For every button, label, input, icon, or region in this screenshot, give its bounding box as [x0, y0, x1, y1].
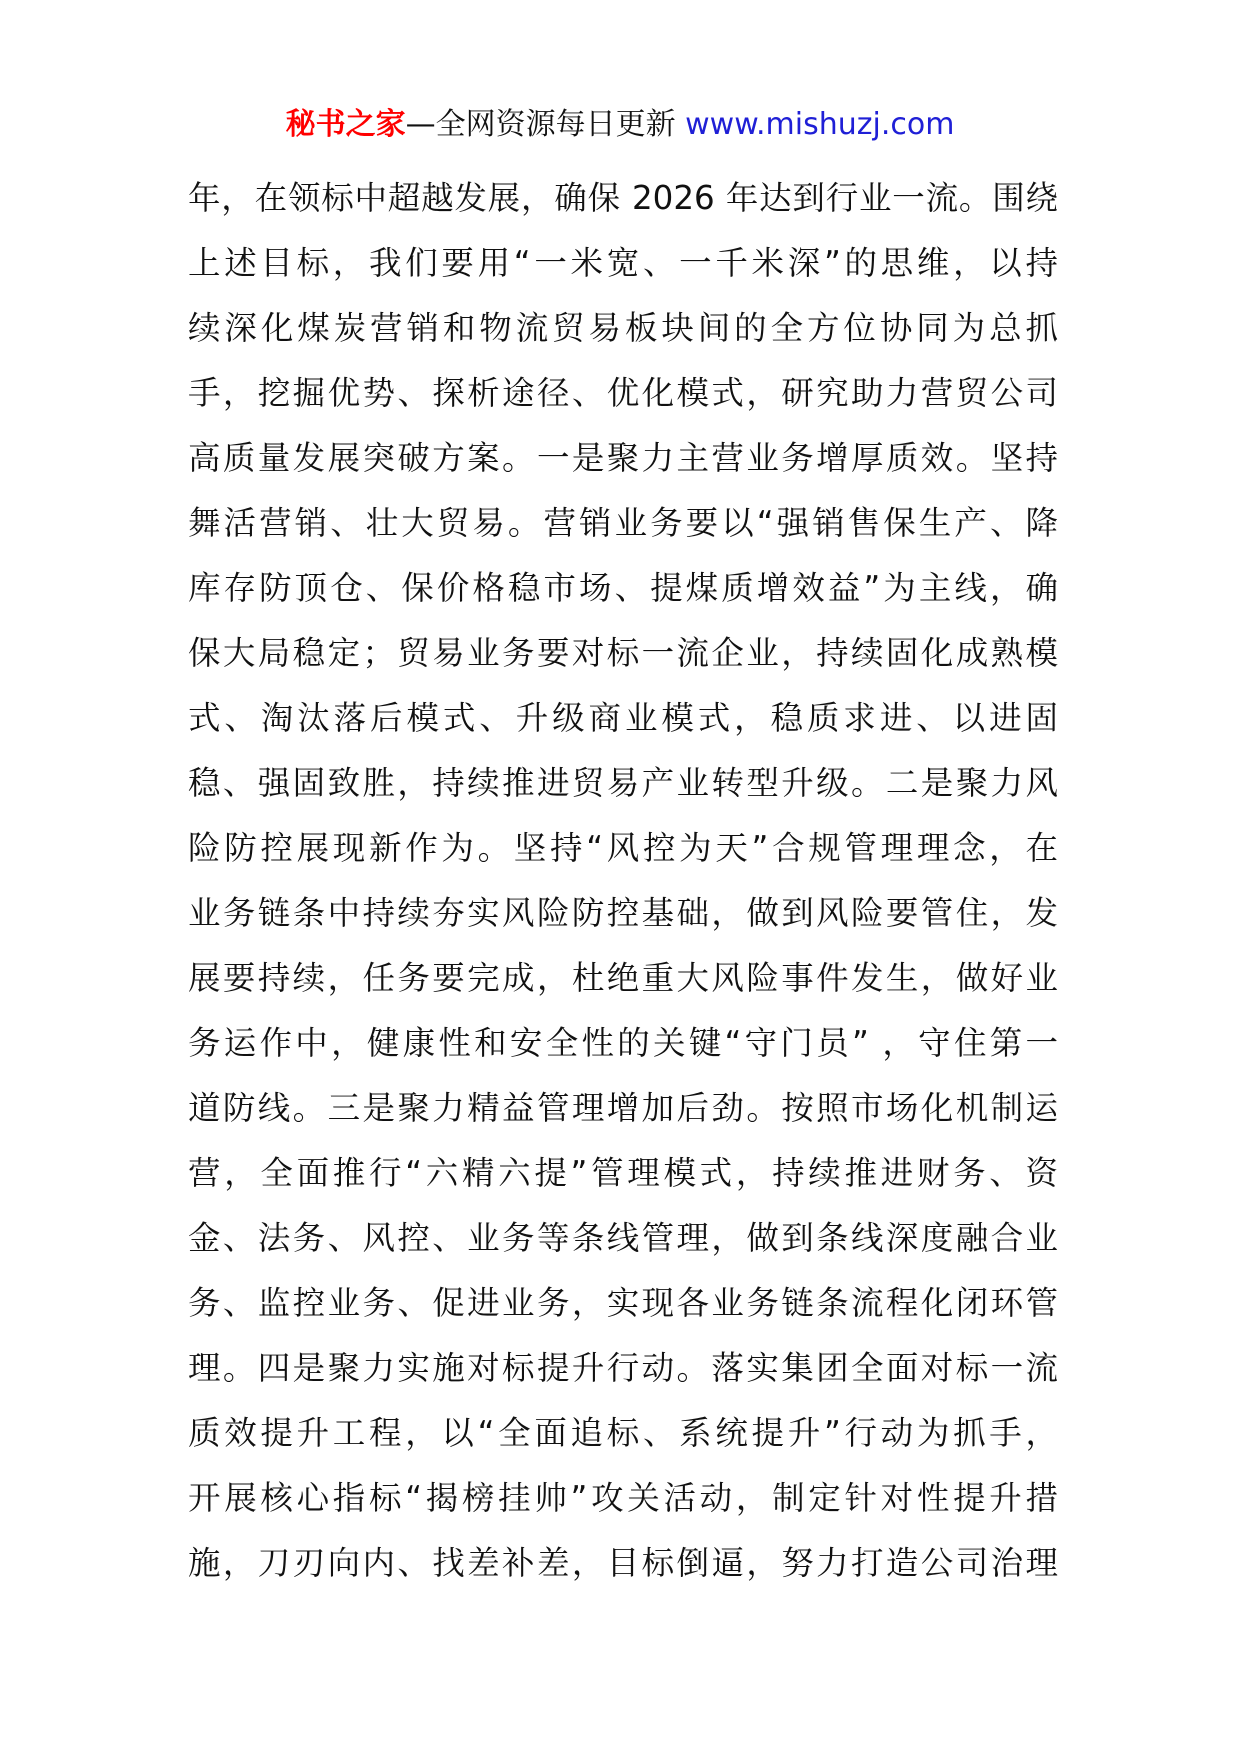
- text-line: 务运作中，健康性和安全性的关键“守门员” ，守住第一: [188, 1024, 1058, 1062]
- site-url-link[interactable]: www.mishuzj.com: [685, 107, 955, 142]
- brand-name: 秘书之家: [285, 107, 406, 142]
- text-line: 手，挖掘优势、探析途径、优化模式，研究助力营贸公司: [188, 374, 1058, 412]
- text-line: 续深化煤炭营销和物流贸易板块间的全方位协同为总抓: [188, 309, 1058, 347]
- text-line: 展要持续，任务要完成，杜绝重大风险事件发生，做好业: [188, 959, 1058, 997]
- text-line: 年，在领标中超越发展，确保 2026 年达到行业一流。围绕: [188, 179, 1058, 217]
- text-line: 险防控展现新作为。坚持“风控为天”合规管理理念，在: [188, 829, 1058, 867]
- text-line: 质效提升工程，以“全面追标、系统提升”行动为抓手，: [188, 1414, 1058, 1452]
- text-line: 营，全面推行“六精六提”管理模式，持续推进财务、资: [188, 1154, 1058, 1192]
- text-line: 施，刀刃向内、找差补差，目标倒逼，努力打造公司治理: [188, 1544, 1058, 1582]
- text-line: 式、淘汰落后模式、升级商业模式，稳质求进、以进固: [188, 699, 1058, 737]
- text-line: 上述目标，我们要用“一米宽、一千米深”的思维，以持: [188, 244, 1058, 282]
- text-line: 金、法务、风控、业务等条线管理，做到条线深度融合业: [188, 1219, 1058, 1257]
- text-line: 库存防顶仓、保价格稳市场、提煤质增效益”为主线，确: [188, 569, 1058, 607]
- text-line: 务、监控业务、促进业务，实现各业务链条流程化闭环管: [188, 1284, 1058, 1322]
- text-line: 保大局稳定；贸易业务要对标一流企业，持续固化成熟模: [188, 634, 1058, 672]
- text-line: 稳、强固致胜，持续推进贸易产业转型升级。二是聚力风: [188, 764, 1058, 802]
- text-line: 业务链条中持续夯实风险防控基础，做到风险要管住，发: [188, 894, 1058, 932]
- text-line: 道防线。三是聚力精益管理增加后劲。按照市场化机制运: [188, 1089, 1058, 1127]
- text-line: 舞活营销、壮大贸易。营销业务要以“强销售保生产、降: [188, 504, 1058, 542]
- text-line: 高质量发展突破方案。一是聚力主营业务增厚质效。坚持: [188, 439, 1058, 477]
- text-line: 理。四是聚力实施对标提升行动。落实集团全面对标一流: [188, 1349, 1058, 1387]
- text-line: 开展核心指标“揭榜挂帅”攻关活动，制定针对性提升措: [188, 1479, 1058, 1517]
- page-header: [0, 103, 1240, 147]
- header-tagline: —全网资源每日更新: [405, 107, 676, 142]
- body-paragraph: [188, 166, 1058, 1596]
